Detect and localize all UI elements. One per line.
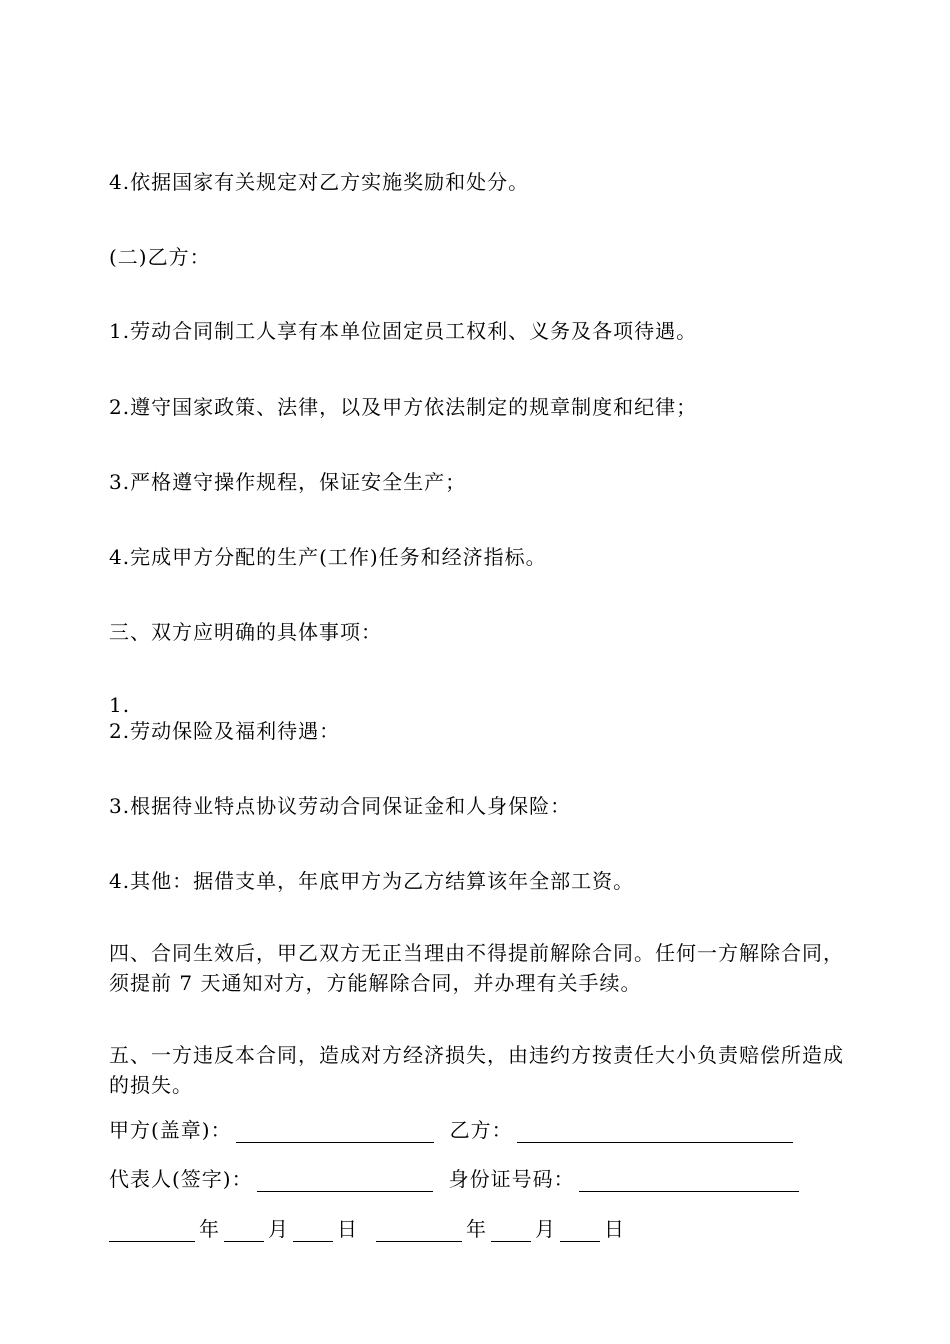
party-b-label: 乙方： xyxy=(449,1118,513,1142)
section-four-paragraph: 四、合同生效后，甲乙双方无正当理由不得提前解除合同。任何一方解除合同，须提前 7 天通知对方，方能解除合同，并办理有关手续。 xyxy=(109,941,844,995)
date-b-day-char: 日 xyxy=(604,1217,625,1241)
date-a-month-blank[interactable] xyxy=(224,1219,264,1242)
item-three-1: 1. xyxy=(109,693,131,717)
item-three-4: 4.其他：据借支单，年底甲方为乙方结算该年全部工资。 xyxy=(109,869,635,893)
date-a-day-blank[interactable] xyxy=(293,1219,333,1242)
clause-a4: 4.依据国家有关规定对乙方实施奖励和处分。 xyxy=(109,170,530,194)
section-three-heading: 三、双方应明确的具体事项： xyxy=(109,620,382,644)
party-a-label: 甲方(盖章)： xyxy=(109,1118,232,1142)
date-b-month-blank[interactable] xyxy=(491,1219,531,1242)
section-five-paragraph: 五、一方违反本合同，造成对方经济损失，由违约方按责任大小负责赔偿所造成的损失。 xyxy=(109,1043,844,1097)
date-b-year-char: 年 xyxy=(466,1217,487,1241)
date-a-year-blank[interactable] xyxy=(109,1219,195,1242)
date-b-year-blank[interactable] xyxy=(376,1219,462,1242)
signature-row-representative xyxy=(109,1166,803,1192)
date-a-year-char: 年 xyxy=(199,1217,220,1241)
clause-b2: 2.遵守国家政策、法律，以及甲方依法制定的规章制度和纪律； xyxy=(109,395,698,419)
representative-label: 代表人(签字)： xyxy=(109,1167,253,1191)
date-b-day-blank[interactable] xyxy=(560,1219,600,1242)
signature-row-dates xyxy=(109,1216,625,1242)
id-number-blank[interactable] xyxy=(579,1169,799,1192)
signature-row-parties xyxy=(109,1117,797,1143)
clause-b4: 4.完成甲方分配的生产(工作)任务和经济指标。 xyxy=(109,545,547,569)
clause-b3: 3.严格遵守操作规程，保证安全生产； xyxy=(109,470,467,494)
date-a-month-char: 月 xyxy=(268,1217,289,1241)
item-three-3: 3.根据待业特点协议劳动合同保证金和人身保险： xyxy=(109,794,572,818)
party-a-blank[interactable] xyxy=(236,1120,434,1143)
clause-b1: 1.劳动合同制工人享有本单位固定员工权利、义务及各项待遇。 xyxy=(109,319,698,343)
party-b-blank[interactable] xyxy=(517,1120,793,1143)
date-a-day-char: 日 xyxy=(337,1217,358,1241)
item-three-2: 2.劳动保险及福利待遇： xyxy=(109,719,341,743)
id-number-label: 身份证号码： xyxy=(448,1167,575,1191)
section-party-b-heading: (二)乙方： xyxy=(109,245,211,269)
date-b-month-char: 月 xyxy=(535,1217,556,1241)
representative-blank[interactable] xyxy=(257,1169,433,1192)
